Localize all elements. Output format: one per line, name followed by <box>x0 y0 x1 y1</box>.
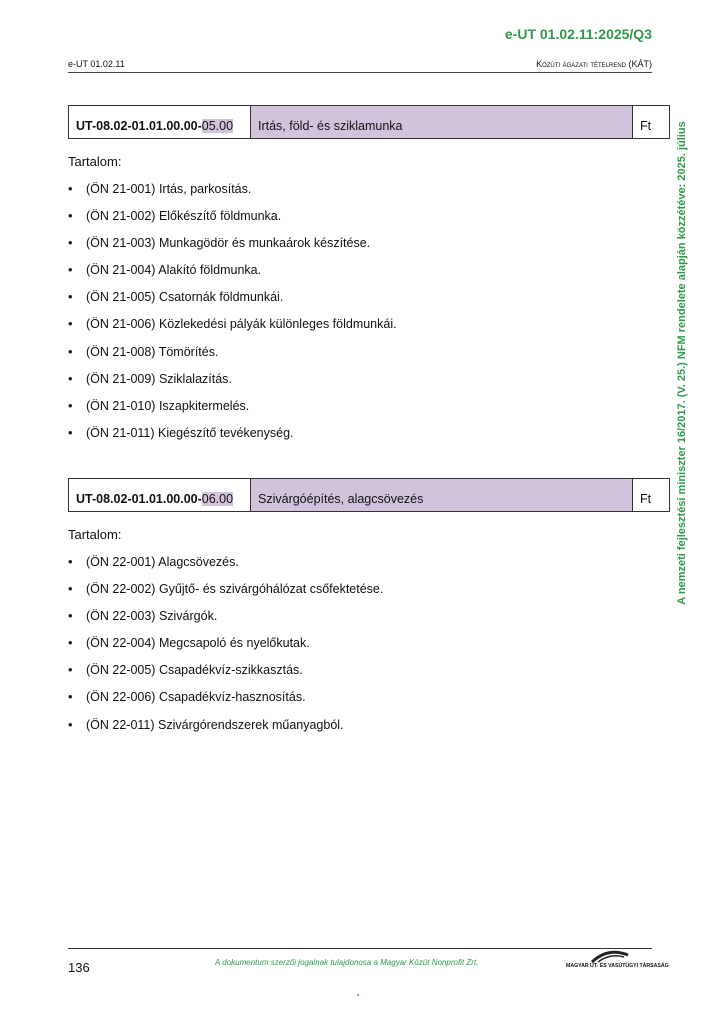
content-list-05 <box>68 181 397 452</box>
list-item: • (ÖN 21-008) Tömörítés. <box>68 344 397 371</box>
list-item: • (ÖN 22-003) Szivárgók. <box>68 608 383 635</box>
page-number: 136 <box>68 960 90 975</box>
footer-divider <box>68 948 652 949</box>
content-list-06 <box>68 554 383 744</box>
content-label: Tartalom: <box>68 154 122 169</box>
list-item: • (ÖN 21-006) Közlekedési pályák különleges földmunkái. <box>68 316 397 343</box>
list-item: • (ÖN 21-002) Előkészítő földmunka. <box>68 208 397 235</box>
society-logo <box>566 949 669 971</box>
decorative-dot <box>357 994 359 996</box>
list-item: • (ÖN 21-005) Csatornák földmunkái. <box>68 289 397 316</box>
item-title: Szivárgóépítés, alagcsövezés <box>251 479 633 511</box>
item-code-main: UT-08.02-01.01.00.00- <box>76 119 202 133</box>
document-id: e-UT 01.02.11:2025/Q3 <box>504 26 652 42</box>
list-item: • (ÖN 22-011) Szivárgórendszerek műanyagból. <box>68 717 383 744</box>
item-unit: Ft <box>640 119 652 133</box>
item-table-06 <box>68 478 670 512</box>
running-header-left: e-UT 01.02.11 <box>68 59 125 69</box>
list-item: • (ÖN 22-002) Gyűjtő- és szivárgóhálózat csőfektetése. <box>68 581 383 608</box>
running-header-right: Közúti ágazati tételrend (KÁT) <box>536 59 652 69</box>
footer-copyright: A dokumentum szerzői jogainak tulajdonosa a Magyar Közút Nonprofit Zrt. <box>215 958 479 967</box>
list-item: • (ÖN 21-003) Munkagödör és munkaárok készítése. <box>68 235 397 262</box>
list-item: • (ÖN 22-006) Csapadékvíz-hasznosítás. <box>68 689 383 716</box>
item-code-main: UT-08.02-01.01.00.00- <box>76 492 202 506</box>
list-item: • (ÖN 22-001) Alagcsövezés. <box>68 554 383 581</box>
list-item: • (ÖN 21-001) Irtás, parkosítás. <box>68 181 397 208</box>
list-item: • (ÖN 21-009) Sziklalazítás. <box>68 371 397 398</box>
item-title: Irtás, föld- és sziklamunka <box>251 106 633 138</box>
item-code-suffix: 06.00 <box>201 492 234 506</box>
list-item: • (ÖN 21-010) Iszapkitermelés. <box>68 398 397 425</box>
running-header <box>68 58 652 73</box>
list-item: • (ÖN 21-004) Alakító földmunka. <box>68 262 397 289</box>
item-code <box>69 479 251 511</box>
content-label: Tartalom: <box>68 527 122 542</box>
item-table-05 <box>68 105 670 139</box>
item-unit: Ft <box>640 492 652 506</box>
item-code-suffix: 05.00 <box>201 119 234 133</box>
road-arc-icon <box>590 949 630 963</box>
list-item: • (ÖN 22-005) Csapadékvíz-szikkasztás. <box>68 662 383 689</box>
list-item: • (ÖN 21-011) Kiegészítő tevékenység. <box>68 425 397 452</box>
society-logo-text: MAGYAR ÚT- ÉS VASÚTÜGYI TÁRSASÁG <box>566 963 669 969</box>
side-publication-note-text: A nemzeti fejlesztési miniszter 16/2017. (V. 25.) NFM rendelete alapján közzétéve: 2025. július <box>676 121 688 605</box>
item-code <box>69 106 251 138</box>
side-publication-note <box>672 96 692 630</box>
list-item: • (ÖN 22-004) Megcsapoló és nyelőkutak. <box>68 635 383 662</box>
